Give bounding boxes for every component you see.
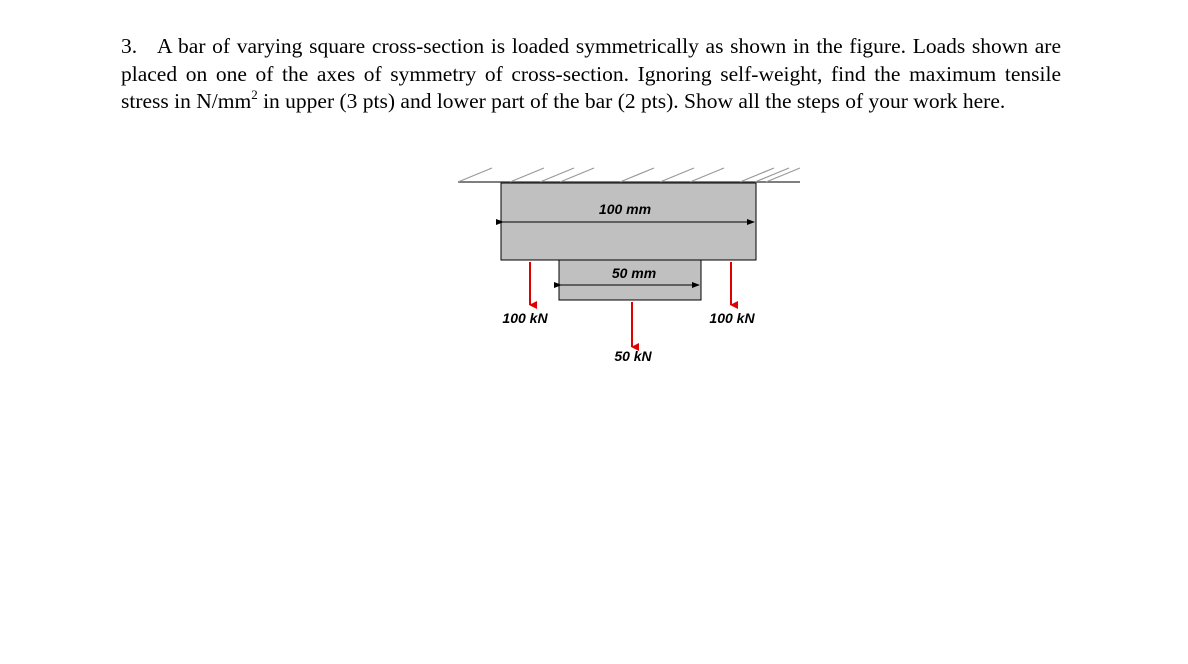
support-hatching [458, 168, 800, 182]
upper-width-label: 100 mm [598, 201, 652, 217]
lower-width-label: 50 mm [611, 265, 657, 281]
left-load-label: 100 kN [502, 310, 548, 326]
right-load-label: 100 kN [709, 310, 755, 326]
question-body: A bar of varying square cross-section is loaded symmetrically as shown in the figure. Loads shown are placed on one of the axes of symmetry of cross-section. Ignoring self-weight, find the maximum tensile stress in N/mm [121, 34, 1061, 113]
superscript-two: 2 [251, 87, 258, 102]
question-number: 3. [121, 34, 138, 58]
question-body-continued: in upper (3 pts) and lower part of the bar (2 pts). Show all the steps of your work here. [257, 89, 1006, 113]
center-load-label: 50 kN [614, 348, 652, 364]
fixed-support [458, 168, 800, 182]
